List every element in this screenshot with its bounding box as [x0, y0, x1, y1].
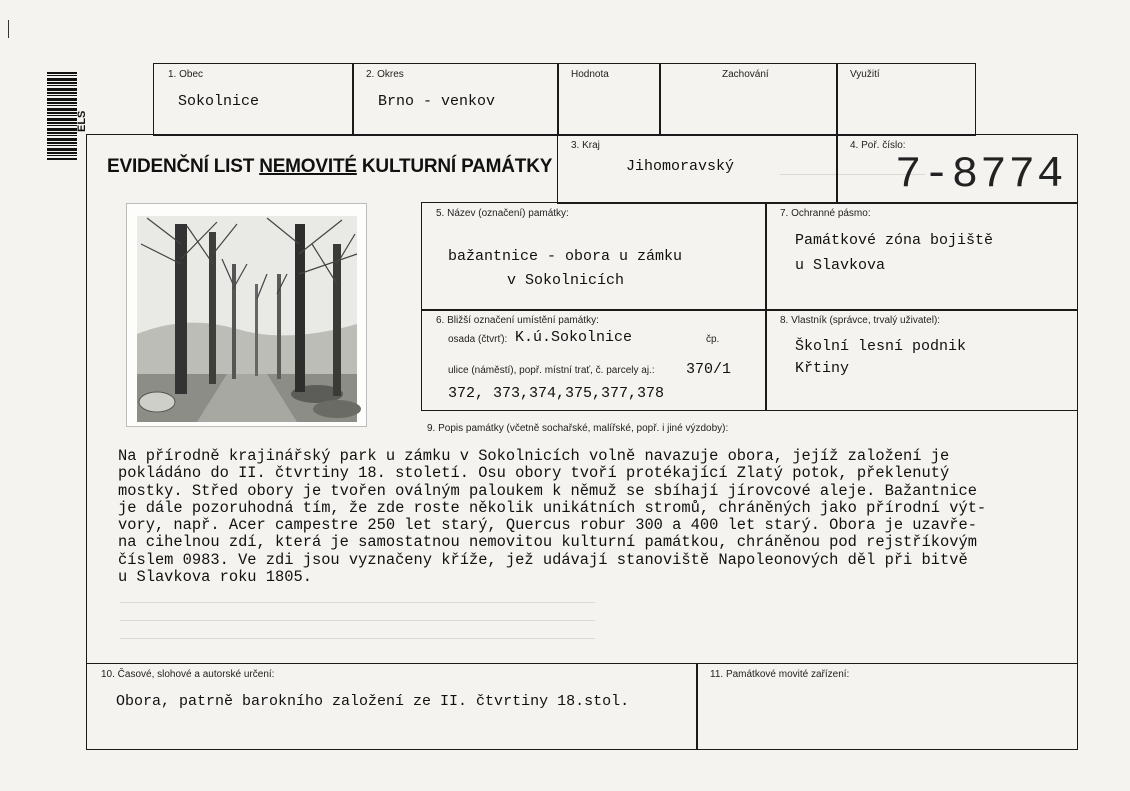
hodnota-label: Hodnota	[571, 69, 609, 80]
nazev-line2: v Sokolnicích	[507, 272, 625, 289]
popis-line: Na přírodně krajinářský park u zámku v Sokolnicích volně navazuje obora, jejíž založení je	[118, 447, 950, 465]
movite-label: 11. Památkové movité zařízení:	[710, 669, 850, 680]
vlastnik-line2: Křtiny	[795, 360, 850, 377]
nazev-line1: bažantnice - obora u zámku	[448, 248, 683, 265]
popis-line: pokládáno do II. čtvrtiny 18. století. Osu obory tvoří protékající Zlatý potok, překlenutý	[118, 464, 950, 483]
okres-value: Brno - venkov	[378, 93, 496, 110]
title-underlined: NEMOVITÉ	[259, 156, 357, 177]
parcela-value2: 372, 373,374,375,377,378	[448, 385, 665, 402]
por-cislo-label: 4. Poř. číslo:	[850, 140, 906, 151]
vlastnik-line1: Školní lesní podnik	[795, 338, 967, 355]
ochranne-pasmo-line2: u Slavkova	[795, 257, 886, 274]
obec-value: Sokolnice	[178, 93, 260, 110]
bleed-through: ────────────────────────────────────────────────────────────────────────	[120, 616, 596, 628]
popis-line: u Slavkova roku 1805.	[118, 568, 312, 587]
por-cislo-value: 7-8774	[895, 150, 1066, 200]
osada-value: K.ú.Sokolnice	[515, 329, 633, 346]
ochranne-pasmo-label: 7. Ochranné pásmo:	[780, 208, 871, 219]
zachovani-label: Zachování	[722, 69, 769, 80]
obec-label: 1. Obec	[168, 69, 204, 80]
margin-tick	[8, 20, 9, 38]
nazev-label: 5. Název (označení) památky:	[436, 208, 569, 219]
bleed-through: ────────────────────────────────────────────────────────────────────────	[120, 598, 596, 610]
ulice-label: ulice (náměstí), popř. místní trať, č. parcely aj.:	[448, 365, 655, 376]
urceni-value: Obora, patrně barokního založení ze II. čtvrtiny 18.stol.	[116, 693, 630, 710]
vlastnik-label: 8. Vlastník (správce, trvalý uživatel):	[780, 315, 941, 326]
popis-line: na cihelnou zdí, která je samostatnou nemovitou kulturní památkou, chráněnou pod rejstříkovým	[118, 533, 977, 552]
umisteni-label: 6. Bližší označení umístění památky:	[436, 315, 599, 326]
form-title	[107, 156, 552, 178]
barcode	[47, 72, 77, 160]
kraj-label: 3. Kraj	[571, 140, 600, 151]
kraj-value: Jihomoravský	[626, 158, 735, 175]
popis-line: vory, např. Acer campestre 250 let starý, Quercus robur 300 a 400 let starý. Obora je uzavře-	[118, 516, 977, 535]
popis-label: 9. Popis památky (včetně sochařské, malířské, popř. i jiné výzdoby):	[427, 423, 729, 434]
popis-line: je dále pozoruhodná tím, že zde roste několik unikátních stromů, chráněných jako přírodní výt-	[118, 498, 987, 517]
bleed-through: ────────────────────────────────────────────────────────────────────────	[120, 634, 596, 646]
bleed-through: ──────────────────────	[780, 170, 926, 182]
parcela-value1: 370/1	[686, 361, 732, 378]
popis-text	[118, 448, 1068, 586]
ochranne-pasmo-line1: Památkové zóna bojiště	[795, 232, 994, 249]
title-part1: EVIDENČNÍ LIST	[107, 156, 260, 177]
vyuziti-label: Využití	[850, 69, 880, 80]
urceni-label: 10. Časové, slohové a autorské určení:	[101, 669, 275, 680]
side-code: ELS	[76, 110, 88, 132]
popis-line: mostky. Střed obory je tvořen oválným paloukem k němuž se sbíhají jírovcové aleje. Bažantnice	[118, 481, 977, 500]
osada-label: osada (čtvrť):	[448, 334, 508, 345]
popis-line: číslem 0983. Ve zdi jsou vyznačeny kříže, jež udávají stanoviště Napoleonových děl při bitvě	[118, 550, 968, 569]
okres-label: 2. Okres	[366, 69, 404, 80]
cp-label: čp.	[706, 334, 720, 345]
title-part2: KULTURNÍ PAMÁTKY	[356, 156, 553, 177]
monument-photo	[126, 203, 367, 427]
